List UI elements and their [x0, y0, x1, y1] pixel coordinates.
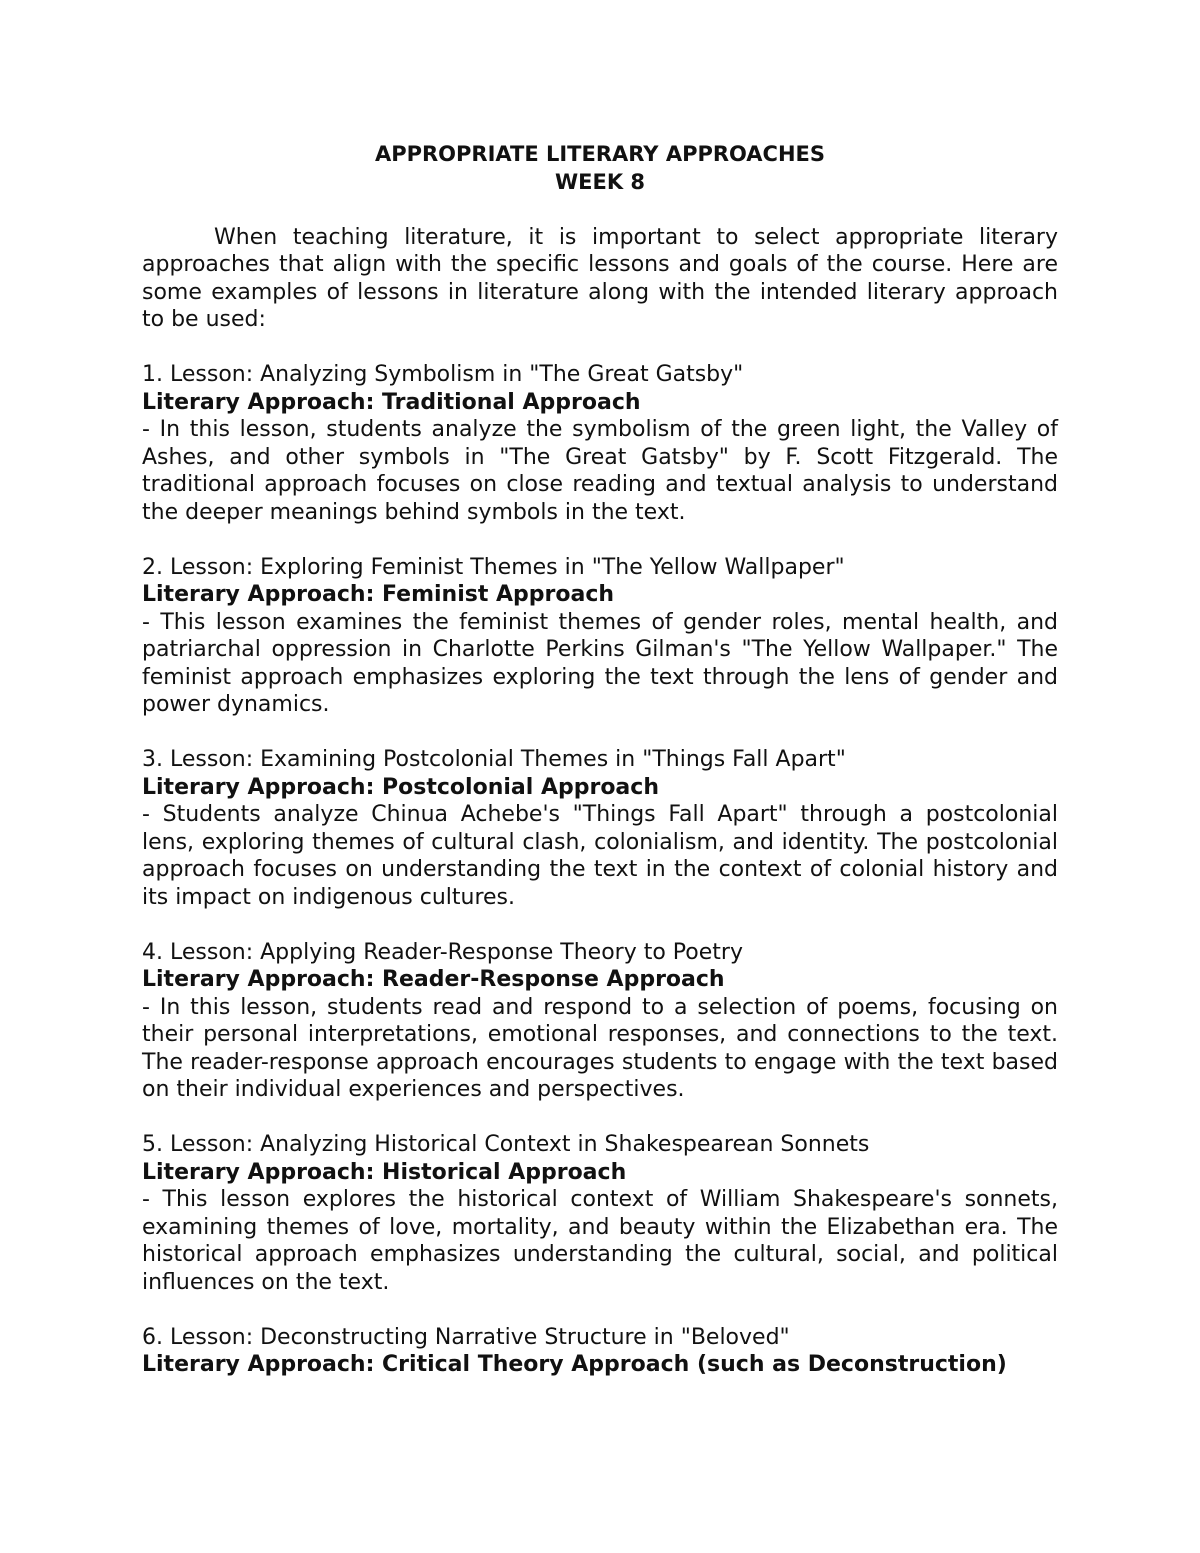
lesson-heading: 6. Lesson: Deconstructing Narrative Structure in "Beloved": [142, 1324, 790, 1350]
document-title: APPROPRIATE LITERARY APPROACHES: [374, 142, 826, 166]
lesson-description: - In this lesson, students analyze the symbolism of the green light, the Valley of Ashes, and other symbols in "The Great Gatsby" by F. Scott Fitzgerald. The traditional approach focuses on close reading and textual analysis to understand the deeper meanings behind symbols in the text.: [142, 417, 1058, 525]
lesson-approach: Literary Approach: Postcolonial Approach: [142, 774, 659, 800]
lesson-5: [142, 1131, 1058, 1296]
lesson-approach: Literary Approach: Reader-Response Approach: [142, 967, 725, 992]
intro-paragraph: When teaching literature, it is important to select appropriate literary approaches that align with the specific lessons and goals of the course. Here are some examples of lessons in literature along with the intended literary approach to be used:: [142, 224, 1058, 332]
lesson-heading: 2. Lesson: Exploring Feminist Themes in "The Yellow Wallpaper": [142, 554, 845, 580]
lesson-3: [142, 746, 1058, 911]
lesson-description: - This lesson explores the historical context of William Shakespeare's sonnets, examining themes of love, mortality, and beauty within the Elizabethan era. The historical approach emphasizes understanding the cultural, social, and political influences on the text.: [142, 1187, 1058, 1295]
lesson-heading: 1. Lesson: Analyzing Symbolism in "The Great Gatsby": [142, 362, 744, 387]
lesson-4: [142, 939, 1058, 1104]
lesson-description: - In this lesson, students read and respond to a selection of poems, focusing on their personal interpretations, emotional responses, and connections to the text. The reader-response approach encourages students to engage with the text based on their individual experiences and perspectives.: [142, 994, 1058, 1102]
document-subtitle: WEEK 8: [554, 169, 646, 194]
lesson-heading: 4. Lesson: Applying Reader-Response Theory to Poetry: [142, 939, 743, 965]
lesson-heading: 5. Lesson: Analyzing Historical Context in Shakespearean Sonnets: [142, 1132, 870, 1157]
lesson-approach: Literary Approach: Traditional Approach: [142, 389, 641, 415]
lesson-1: [142, 361, 1058, 526]
lesson-6: [142, 1324, 1058, 1379]
lesson-approach: Literary Approach: Feminist Approach: [142, 582, 615, 607]
lesson-description: - This lesson examines the feminist themes of gender roles, mental health, and patriarchal oppression in Charlotte Perkins Gilman's "The Yellow Wallpaper." The feminist approach emphasizes exploring the text through the lens of gender and power dynamics.: [142, 609, 1058, 717]
lesson-2: [142, 554, 1058, 719]
lesson-approach: Literary Approach: Critical Theory Approach (such as Deconstruction): [142, 1352, 1007, 1377]
lesson-approach: Literary Approach: Historical Approach: [142, 1159, 627, 1185]
lesson-heading: 3. Lesson: Examining Postcolonial Themes in "Things Fall Apart": [142, 747, 846, 772]
document-page: [142, 141, 1058, 1406]
lesson-description: - Students analyze Chinua Achebe's "Things Fall Apart" through a postcolonial lens, exploring themes of cultural clash, colonialism, and identity. The postcolonial approach focuses on understanding the text in the context of colonial history and its impact on indigenous cultures.: [142, 802, 1058, 910]
